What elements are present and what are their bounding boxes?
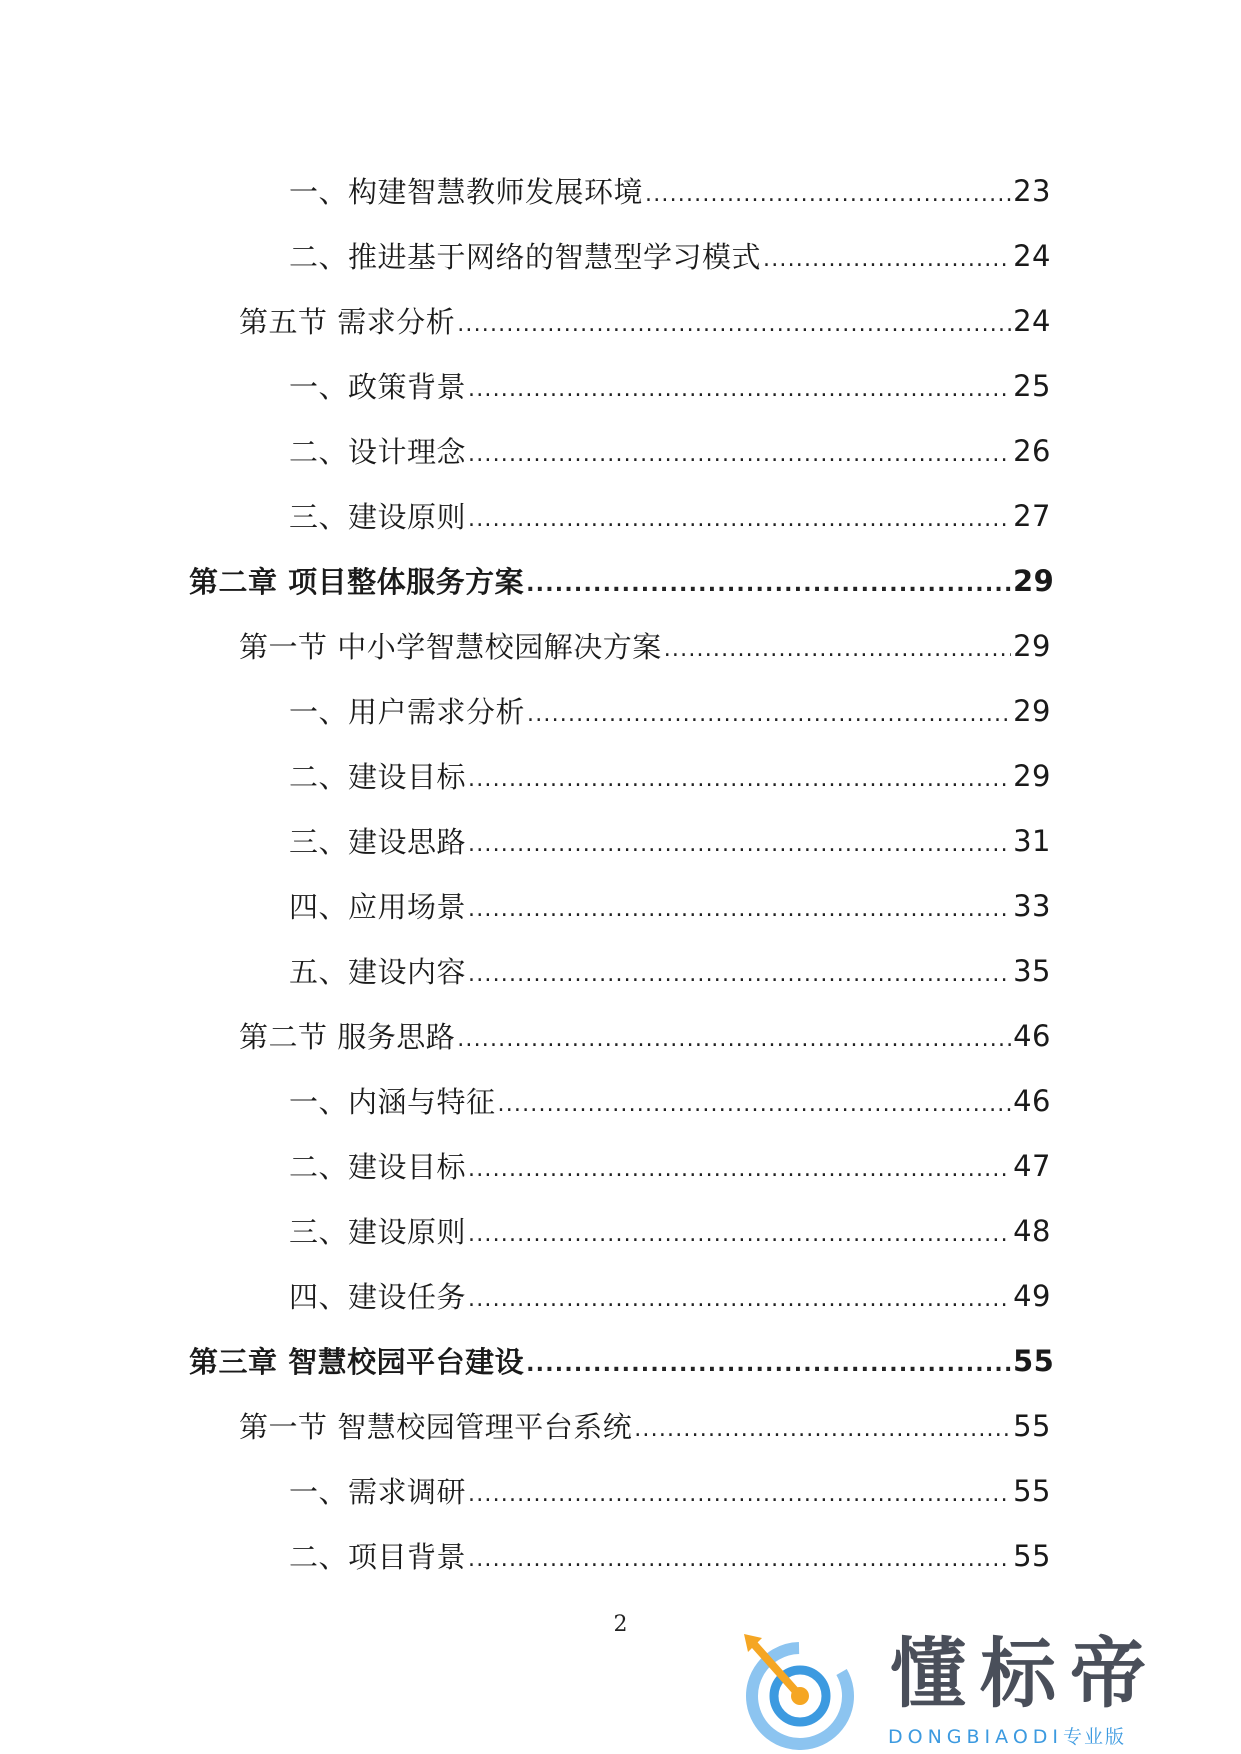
toc-entry-title: 四、建设任务 (289, 1280, 467, 1314)
toc-entry[interactable] (0, 1068, 1241, 1133)
toc-entry-title: 四、应用场景 (289, 890, 467, 924)
toc-entry[interactable] (0, 288, 1241, 353)
toc-entry[interactable] (0, 938, 1241, 1003)
dot-leader (645, 182, 1011, 207)
toc-entry[interactable] (0, 353, 1241, 418)
dot-leader (468, 377, 1011, 402)
dot-leader (468, 1222, 1011, 1247)
dot-leader (468, 1157, 1011, 1182)
toc-entry-page-number: 46 (1013, 1018, 1051, 1053)
dot-leader (468, 897, 1011, 922)
toc-entry-title: 第五节 需求分析 (239, 305, 456, 339)
toc-entry-page-number: 49 (1013, 1278, 1051, 1313)
toc-entry[interactable] (0, 548, 1241, 613)
toc-entry-page-number: 55 (1013, 1473, 1051, 1508)
dot-leader (468, 1547, 1011, 1572)
brand-watermark (738, 1629, 1218, 1750)
toc-entry[interactable] (0, 1458, 1241, 1523)
toc-entry-page-number: 29 (1013, 758, 1051, 793)
toc-entry-title: 一、用户需求分析 (289, 695, 526, 729)
toc-entry-page-number: 33 (1013, 888, 1051, 923)
dot-leader (664, 637, 1011, 662)
toc-entry[interactable] (0, 1393, 1241, 1458)
dot-leader (468, 767, 1011, 792)
dot-leader (468, 1482, 1011, 1507)
toc-entry-title: 五、建设内容 (289, 955, 467, 989)
toc-entry-page-number: 24 (1013, 238, 1051, 273)
toc-entry-title: 三、建设思路 (289, 825, 467, 859)
dot-leader (634, 1417, 1011, 1442)
brand-name-cn: 懂标帝 (890, 1629, 1160, 1718)
toc-entry[interactable] (0, 1523, 1241, 1588)
toc-entry[interactable] (0, 743, 1241, 808)
toc-entry[interactable] (0, 1133, 1241, 1198)
toc-entry-page-number: 55 (1013, 1538, 1051, 1573)
toc-entry-title: 三、建设原则 (289, 500, 467, 534)
dot-leader (468, 832, 1011, 857)
toc-entry[interactable] (0, 158, 1241, 223)
toc-entry-title: 二、项目背景 (289, 1540, 467, 1574)
toc-entry-page-number: 27 (1013, 498, 1051, 533)
toc-entry-title: 三、建设原则 (289, 1215, 467, 1249)
toc-entry[interactable] (0, 873, 1241, 938)
toc-entry[interactable] (0, 418, 1241, 483)
toc-entry-title: 第三章 智慧校园平台建设 (189, 1345, 525, 1379)
toc-entry-title: 第一节 智慧校园管理平台系统 (239, 1410, 633, 1444)
toc-entry-page-number: 31 (1013, 823, 1051, 858)
toc-entry-title: 二、推进基于网络的智慧型学习模式 (289, 240, 762, 274)
toc-entry-page-number: 29 (1013, 693, 1051, 728)
dot-leader (498, 1092, 1011, 1117)
brand-name-en (888, 1722, 1126, 1749)
brand-name-en-text: DONGBIAODI (888, 1726, 1064, 1748)
target-logo-icon (738, 1634, 858, 1750)
toc-entry-page-number: 55 (1013, 1408, 1051, 1443)
edition-label: 专业版 (1063, 1726, 1127, 1748)
toc-entry-page-number: 26 (1013, 433, 1051, 468)
dot-leader (468, 1287, 1011, 1312)
dot-leader (763, 247, 1011, 272)
toc-entry-page-number: 23 (1013, 173, 1051, 208)
toc-entry-page-number: 24 (1013, 303, 1051, 338)
dot-leader (527, 702, 1011, 727)
toc-entry-title: 第一节 中小学智慧校园解决方案 (239, 630, 662, 664)
dot-leader (457, 312, 1011, 337)
toc-entry-page-number: 46 (1013, 1083, 1051, 1118)
toc-entry-page-number: 25 (1013, 368, 1051, 403)
toc-entry-title: 二、建设目标 (289, 1150, 467, 1184)
toc-entry[interactable] (0, 223, 1241, 288)
table-of-contents (0, 158, 1241, 1588)
dot-leader (457, 1027, 1011, 1052)
toc-entry[interactable] (0, 678, 1241, 743)
toc-entry-title: 二、建设目标 (289, 760, 467, 794)
toc-entry-title: 第二章 项目整体服务方案 (189, 565, 525, 599)
toc-entry-title: 第二节 服务思路 (239, 1020, 456, 1054)
page-number: 2 (613, 1612, 628, 1637)
toc-entry[interactable] (0, 1263, 1241, 1328)
toc-entry-title: 一、内涵与特征 (289, 1085, 496, 1119)
dot-leader (468, 442, 1011, 467)
dot-leader (468, 962, 1011, 987)
dot-leader (468, 507, 1011, 532)
toc-entry[interactable] (0, 1328, 1241, 1393)
toc-entry-page-number: 29 (1013, 563, 1055, 598)
toc-entry[interactable] (0, 1198, 1241, 1263)
toc-entry[interactable] (0, 808, 1241, 873)
toc-entry[interactable] (0, 613, 1241, 678)
toc-entry-page-number: 47 (1013, 1148, 1051, 1183)
toc-entry-page-number: 55 (1013, 1343, 1055, 1378)
toc-entry-title: 一、政策背景 (289, 370, 467, 404)
toc-entry-title: 二、设计理念 (289, 435, 467, 469)
toc-entry[interactable] (0, 1003, 1241, 1068)
dot-leader (526, 572, 1011, 597)
toc-entry-title: 一、需求调研 (289, 1475, 467, 1509)
toc-entry-page-number: 35 (1013, 953, 1051, 988)
dot-leader (526, 1352, 1011, 1377)
toc-entry[interactable] (0, 483, 1241, 548)
toc-entry-title: 一、构建智慧教师发展环境 (289, 175, 644, 209)
toc-entry-page-number: 48 (1013, 1213, 1051, 1248)
toc-entry-page-number: 29 (1013, 628, 1051, 663)
